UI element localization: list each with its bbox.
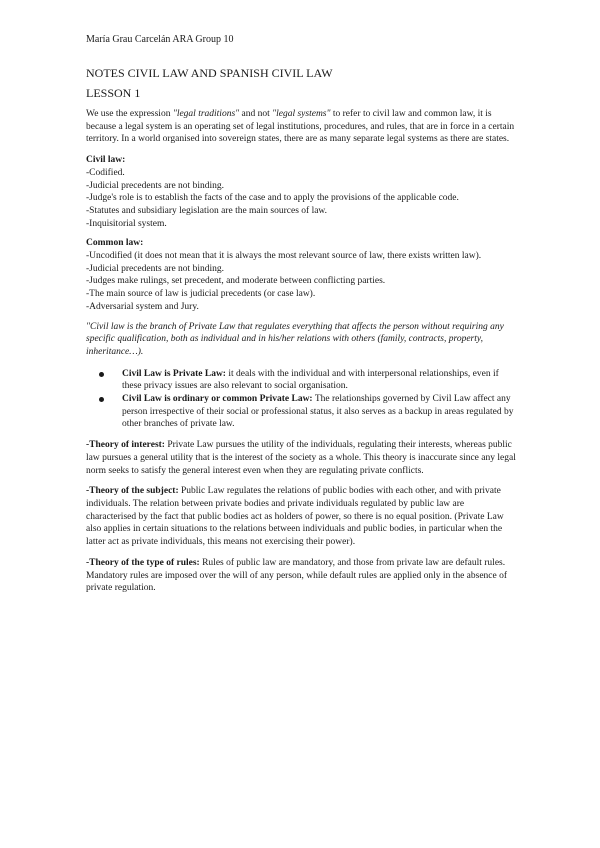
civil-law-section bbox=[86, 154, 516, 230]
document-title: NOTES CIVIL LAW AND SPANISH CIVIL LAW bbox=[86, 66, 333, 80]
header-author-line: María Grau Carcelán ARA Group 10 bbox=[86, 34, 234, 45]
common-law-item: -The main source of law is judicial precedents (or case law). bbox=[86, 289, 316, 300]
civil-law-item: -Judicial precedents are not binding. bbox=[86, 180, 224, 191]
theory-text: Private Law pursues the utility of the individuals, regulating their interests, whereas public law pursues a general utility that is the interest of the society as a whole. This theory is inaccurate since any legal norm seeks to satisfy the general interest even when they are regulating private conflicts. bbox=[86, 440, 516, 476]
common-law-item: -Judges make rulings, set precedent, and moderate between conflicting parties. bbox=[86, 276, 386, 287]
theory-text: Rules of public law are mandatory, and those from private law are default rules. Mandatory rules are imposed over the will of any person, while default rules are applied only in the absence of private regulation. bbox=[86, 557, 508, 594]
common-law-item: -Adversarial system and Jury. bbox=[86, 301, 199, 312]
bullet-label: Civil Law is ordinary or common Private Law: bbox=[122, 394, 313, 405]
common-law-item: -Judicial precedents are not binding. bbox=[86, 263, 224, 274]
list-item bbox=[118, 368, 516, 393]
theory-of-interest-paragraph bbox=[86, 439, 516, 477]
civil-law-heading: Civil law: bbox=[86, 155, 126, 166]
list-item bbox=[118, 393, 516, 431]
theory-label: -Theory of interest: bbox=[86, 440, 165, 451]
common-law-item: -Uncodified (it does not mean that it is always the most relevant source of law, there exists written law). bbox=[86, 251, 482, 262]
intro-text-3: to refer to civil law and common law, it is because a legal system is an operating set of legal institutions, procedures, and rules, that are in force in a certain territory. In a world organised into sovereign states, there are as many separate legal systems as there are states. bbox=[86, 109, 515, 145]
common-law-heading: Common law: bbox=[86, 238, 144, 249]
civil-law-item: -Inquisitorial system. bbox=[86, 218, 167, 229]
civil-law-definition-quote: "Civil law is the branch of Private Law that regulates everything that affects the person without requiring any specific qualification, both as individual and in his/her relations with others (family, contracts, property, inheritance…). bbox=[86, 321, 504, 357]
intro-term-legal-systems: "legal systems" bbox=[272, 109, 331, 119]
intro-paragraph bbox=[86, 108, 516, 146]
intro-text-2: and not bbox=[239, 109, 273, 119]
civil-law-item: -Judge's role is to establish the facts of the case and to apply the provisions of the applicable code. bbox=[86, 193, 459, 204]
theory-label: -Theory of the subject: bbox=[86, 486, 179, 497]
common-law-section bbox=[86, 237, 516, 313]
civil-law-item: -Statutes and subsidiary legislation are the main sources of law. bbox=[86, 205, 328, 216]
bullet-icon bbox=[99, 397, 104, 402]
bullet-label: Civil Law is Private Law: bbox=[122, 368, 226, 379]
bullet-text: it deals with the individual and with interpersonal relationships, even if these privacy issues are also relevant to social organisation. bbox=[122, 368, 499, 392]
intro-term-legal-traditions: "legal traditions" bbox=[172, 109, 240, 119]
theory-label: -Theory of the type of rules: bbox=[86, 557, 200, 568]
intro-text-1: We use the expression bbox=[86, 109, 173, 119]
civil-law-characteristics-list bbox=[86, 368, 516, 432]
lesson-heading: LESSON 1 bbox=[86, 86, 141, 100]
civil-law-item: -Codified. bbox=[86, 167, 125, 178]
theory-text: Public Law regulates the relations of public bodies with each other, and with private individuals. The relation between private bodies and private individuals regulated by public law are characterised by the fact that public bodies act as holders of power, so there is no equal position. (Private Law also applies in certain situations to the relations between individuals and public bodies, in particular when the latter act as private individuals, this means not exercising their power). bbox=[86, 486, 504, 548]
document-body bbox=[86, 66, 516, 603]
theory-of-type-of-rules-paragraph bbox=[86, 557, 516, 595]
theory-of-subject-paragraph bbox=[86, 485, 516, 549]
bullet-text: The relationships governed by Civil Law affect any person irrespective of their social or professional status, it also serves as a backup in areas regulated by other branches of private law. bbox=[122, 394, 514, 430]
bullet-icon bbox=[99, 372, 104, 377]
